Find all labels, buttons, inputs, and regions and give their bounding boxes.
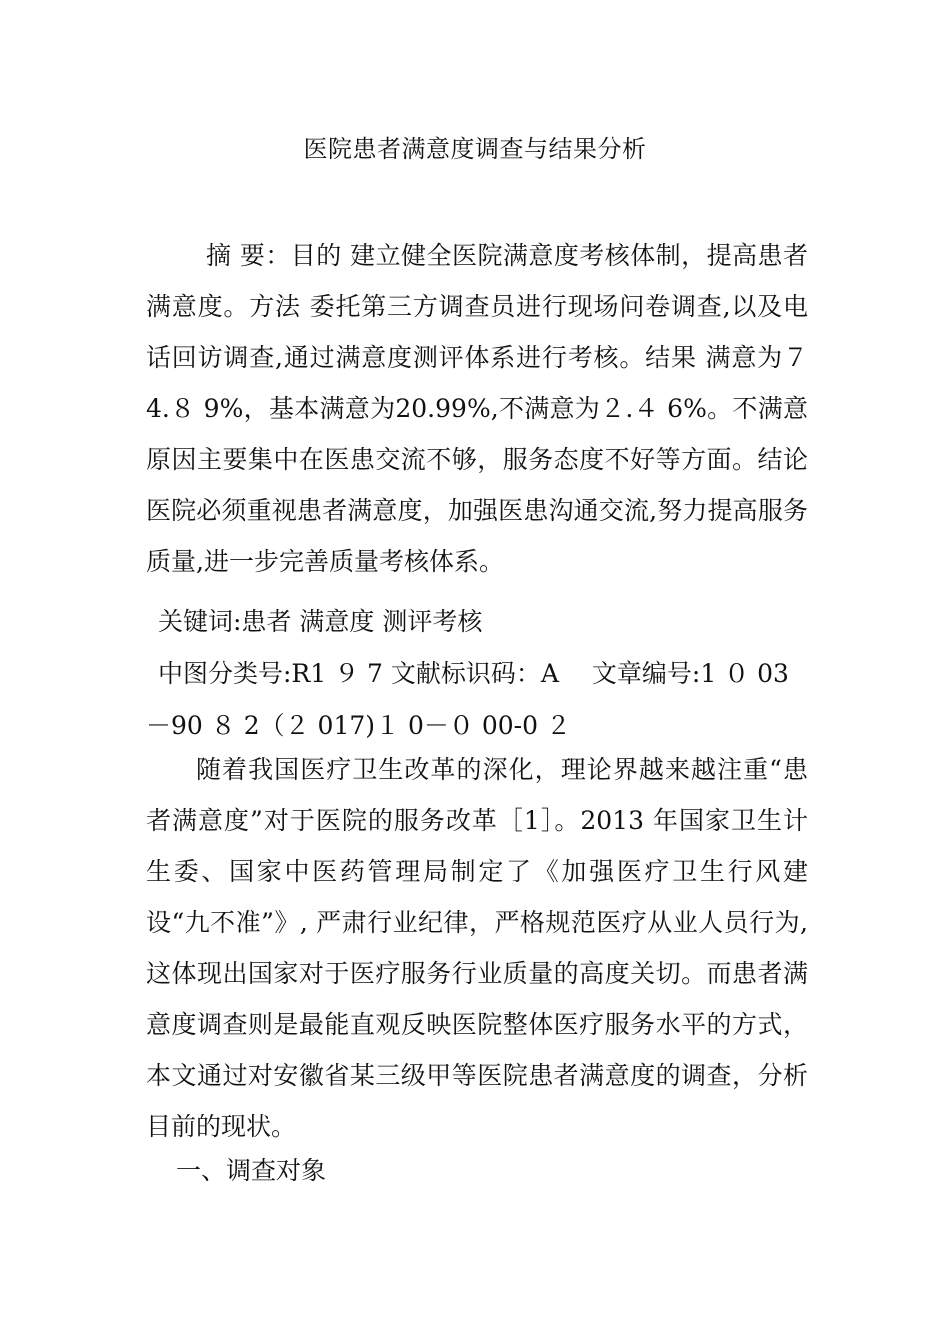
abstract-paragraph: 摘 要：目的 建立健全医院满意度考核体制，提高患者满意度。方法 委托第三方调查员进行现场问卷调查,以及电话回访调查,通过满意度测评体系进行考核。结果 满意为７4.８ 9%，基本满意为20.99%,不满意为２.４ 6%。不满意原因主要集中在医患交流不够，服务态度不好等方面。结论 医院必须重视患者满意度，加强医患沟通交流,努力提高服务质量,进一步完善质量考核体系。 (146, 241, 808, 576)
intro-paragraph: 随着我国医疗卫生改革的深化，理论界越来越注重“患者满意度”对于医院的服务改革［1］。2013 年国家卫生计生委、国家中医药管理局制定了《加强医疗卫生行风建设“九不准”》, 严肃行业纪律，严格规范医疗从业人员行为,这体现出国家对于医疗服务行业质量的高度关切。而患者满意度调查则是最能直观反映医院整体医疗服务水平的方式，本文通过对安徽省某三级甲等医院患者满意度的调查，分析目前的现状。 (146, 755, 808, 1141)
section-heading: 一、调查对象 (176, 1156, 327, 1185)
document-title: 医院患者满意度调查与结果分析 (303, 135, 647, 163)
classification-line: 中图分类号:R1 ９ 7 文献标识码：A 文章编号:1 ０ 03－90 ８ 2（２ 017)１ 0－０ 00-0 ２ (146, 659, 789, 740)
keywords-line: 关键词:患者 满意度 测评考核 (158, 607, 483, 636)
